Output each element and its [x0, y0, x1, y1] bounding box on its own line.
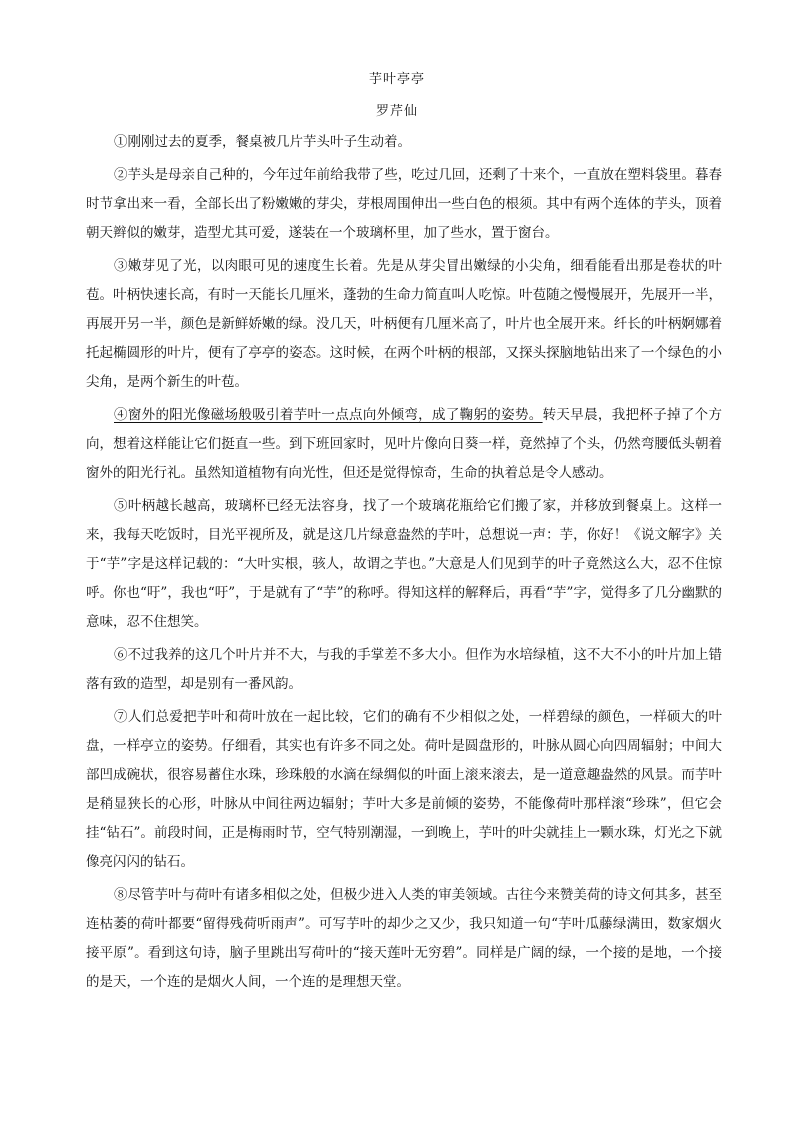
paragraph-6: ⑥不过我养的这几个叶片并不大，与我的手掌差不多大小。但作为水培绿植，这不大不小的叶片加上错落有致的造型，却是别有一番风韵。 [86, 647, 722, 692]
paragraph-3: ③嫩芽见了光，以肉眼可见的速度生长着。先是从芽尖冒出嫩绿的小尖角，细看能看出那是卷状的叶苞。叶柄快速长高，有时一天能长几厘米，蓬勃的生命力简直叫人吃惊。叶苞随之慢慢展开，先展开一半，再展开另一半，颜色是新鲜娇嫩的绿。没几天，叶柄便有几厘米高了，叶片也全展开来。纤长的叶柄婀娜着托起椭圆形的叶片，便有了亭亭的姿态。这时候，在两个叶柄的根部，又探头探脑地钻出来了一个绿色的小尖角，是两个新生的叶苞。 [86, 258, 722, 390]
paragraph-1: ①刚刚过去的夏季，餐桌被几片芋头叶子生动着。 [114, 134, 411, 150]
paragraph-4-rest: 转天早晨，我把杯子掉了个方向，想着这样能让它们挺直一些。到下班回家时，见叶片像向日葵一样，竟然掉了个头，仍然弯腰低头朝着窗外的阳光行礼。虽然知道植物有向光性，但还是觉得惊奇，生命的执着总是令人感动。 [86, 407, 723, 481]
article-body [86, 128, 722, 1001]
paragraph-8: ⑧尽管芋叶与荷叶有诸多相似之处，但极少进入人类的审美领域。古往今来赞美荷的诗文何其多，甚至连枯萎的荷叶都要“留得残荷听雨声”。可写芋叶的却少之又少，我只知道一句“芋叶瓜藤绿满田，数家烟火接平原”。看到这句诗，脑子里跳出写荷叶的“接天莲叶无穷碧”。同样是广阔的绿，一个接的是地，一个接的是天，一个连的是烟火人间，一个连的是理想天堂。 [86, 887, 722, 990]
paragraph-4 [86, 401, 722, 488]
article-author: 罗芹仙 [375, 104, 418, 119]
paragraph-5: ⑤叶柄越长越高，玻璃杯已经无法容身，找了一个玻璃花瓶给它们搬了家，并移放到餐桌上。这样一来，我每天吃饭时，目光平视所及，就是这几片绿意盎然的芋叶，总想说一声：芋，你好！《说文解字》关于“芋”字是这样记载的：“大叶实根，骇人，故谓之芋也。”大意是人们见到芋的叶子竟然这么大，忍不住惊呼。你也“吁”，我也“吁”，于是就有了“芋”的称呼。得知这样的解释后，再看“芋”字，觉得多了几分幽默的意味，忍不住想笑。 [86, 498, 722, 630]
paragraph-2: ②芋头是母亲自己种的，今年过年前给我带了些，吃过几回，还剩了十来个，一直放在塑料袋里。暮春时节拿出来一看，全部长出了粉嫩嫩的芽尖，芽根周围伸出一些白色的根须。其中有两个连体的芋头，顶着朝天辫似的嫩芽，造型尤其可爱，遂装在一个玻璃杯里，加了些水，置于窗台。 [86, 167, 722, 241]
paragraph-4-underlined-sentence: ④窗外的阳光像磁场般吸引着芋叶一点点向外倾弯，成了鞠躬的姿势。 [114, 407, 543, 423]
paragraph-7: ⑦人们总爱把芋叶和荷叶放在一起比较，它们的确有不少相似之处，一样碧绿的颜色，一样硕大的叶盘，一样亭立的姿势。仔细看，其实也有许多不同之处。荷叶是圆盘形的，叶脉从圆心向四周辐射；中间大部凹成碗状，很容易蓄住水珠，珍珠般的水滴在绿绸似的叶面上滚来滚去，是一道意趣盎然的风景。而芋叶是稍显狭长的心形，叶脉从中间往两边辐射；芋叶大多是前倾的姿势，不能像荷叶那样滚“珍珠”，但它会挂“钻石”。前段时间，正是梅雨时节，空气特别潮湿，一到晚上，芋叶的叶尖就挂上一颗水珠，灯光之下就像亮闪闪的钻石。 [86, 709, 722, 870]
article-title: 芋叶亭亭 [368, 72, 425, 87]
